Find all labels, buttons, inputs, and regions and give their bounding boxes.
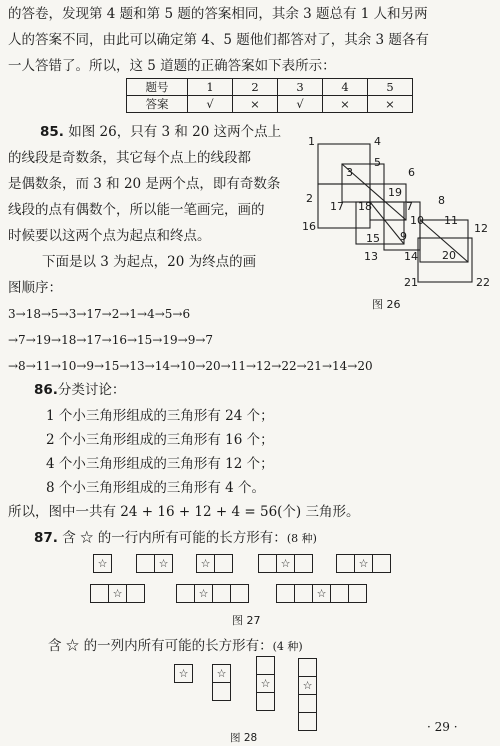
p85-line-7: 图顺序： bbox=[8, 280, 62, 296]
p87-text: 含 ☆ 的一行内所有可能的长方形有： bbox=[62, 530, 287, 546]
p85-line-5: 时候要以这两个点为起点和终点。 bbox=[8, 228, 211, 244]
vertex-label: 8 bbox=[438, 194, 445, 207]
table-cell: 答案 bbox=[127, 96, 188, 113]
table-cell: 1 bbox=[188, 79, 233, 96]
vertex-label: 14 bbox=[404, 250, 418, 263]
vertex-label: 16 bbox=[302, 220, 316, 233]
grid-cell-star: ☆ bbox=[298, 676, 317, 695]
grid-cell bbox=[336, 554, 355, 573]
grid-cell bbox=[212, 682, 231, 701]
vertex-label: 1 bbox=[308, 135, 315, 148]
grid-cell bbox=[298, 694, 317, 713]
grid-cell-star: ☆ bbox=[108, 584, 127, 603]
grid-cell bbox=[256, 656, 275, 675]
vertex-label: 20 bbox=[442, 249, 456, 262]
grid-cell bbox=[348, 584, 367, 603]
intro-line-3: 一人答错了。所以，这 5 道题的正确答案如下表所示： bbox=[8, 58, 336, 74]
problem-number: 86. bbox=[34, 382, 58, 398]
grid-cell-star: ☆ bbox=[354, 554, 373, 573]
vertex-label: 9 bbox=[400, 230, 407, 243]
table-cell: 2 bbox=[233, 79, 278, 96]
p86-heading bbox=[34, 380, 125, 400]
page-number: · 29 · bbox=[427, 720, 458, 734]
grid-cell bbox=[126, 584, 145, 603]
grid-cell-star: ☆ bbox=[194, 584, 213, 603]
table-cell: 3 bbox=[278, 79, 323, 96]
grid-cell bbox=[214, 554, 233, 573]
grid-cell-star: ☆ bbox=[174, 664, 193, 683]
table-cell: × bbox=[368, 96, 413, 113]
figure-28-caption: 图 28 bbox=[230, 732, 258, 744]
p85-line-2: 的线段是奇数条，其它每个点上的线段都 bbox=[8, 150, 251, 166]
vertex-label: 19 bbox=[388, 186, 402, 199]
grid-cell bbox=[298, 658, 317, 677]
table-cell: 5 bbox=[368, 79, 413, 96]
p86-conclusion: 所以，图中一共有 24 + 16 + 12 + 4 = 56(个) 三角形。 bbox=[8, 504, 360, 520]
grid-cell bbox=[298, 712, 317, 731]
sequence-line-3: →8→11→10→9→15→13→14→10→20→11→12→22→21→14→20 bbox=[8, 359, 373, 373]
table-cell: √ bbox=[278, 96, 323, 113]
vertex-label: 2 bbox=[306, 192, 313, 205]
grid-cell bbox=[258, 554, 277, 573]
table-cell: 4 bbox=[323, 79, 368, 96]
grid-cell-star: ☆ bbox=[212, 664, 231, 683]
p85-line-4: 线段的点有偶数个，所以能一笔画完，画的 bbox=[8, 202, 265, 218]
grid-cell-star: ☆ bbox=[93, 554, 112, 573]
p85-line-6: 下面是以 3 为起点，20 为终点的画 bbox=[42, 254, 257, 270]
p87-line-1 bbox=[34, 528, 317, 549]
answer-table bbox=[126, 78, 413, 113]
p85-text: 如图 26，只有 3 和 20 这两个点上 bbox=[68, 124, 282, 140]
table-row bbox=[127, 96, 413, 113]
sequence-line-2: →7→19→18→17→16→15→19→9→7 bbox=[8, 333, 214, 347]
vertex-label: 12 bbox=[474, 222, 488, 235]
vertex-label: 11 bbox=[444, 214, 458, 227]
grid-cell bbox=[294, 584, 313, 603]
vertex-label: 18 bbox=[358, 200, 372, 213]
grid-cell bbox=[256, 692, 275, 711]
intro-line-1: 的答卷，发现第 4 题和第 5 题的答案相同，其余 3 题总有 1 人和另两 bbox=[8, 6, 428, 22]
vertex-label: 22 bbox=[476, 276, 490, 289]
grid-cell-star: ☆ bbox=[196, 554, 215, 573]
p86-line-4: 8 个小三角形组成的三角形有 4 个。 bbox=[46, 480, 266, 496]
grid-cell bbox=[230, 584, 249, 603]
problem-number: 85. bbox=[40, 124, 64, 140]
vertex-label: 7 bbox=[406, 200, 413, 213]
grid-cell bbox=[90, 584, 109, 603]
figure-26 bbox=[300, 132, 498, 312]
p85-line-3: 是偶数条，而 3 和 20 是两个点，即有奇数条 bbox=[8, 176, 281, 192]
sequence-line-1: 3→18→5→3→17→2→1→4→5→6 bbox=[8, 307, 191, 321]
table-cell: √ bbox=[188, 96, 233, 113]
p86-line-1: 1 个小三角形组成的三角形有 24 个； bbox=[46, 408, 274, 424]
problem-number: 87. bbox=[34, 530, 58, 546]
vertex-label: 17 bbox=[330, 200, 344, 213]
grid-cell bbox=[176, 584, 195, 603]
figure-26-caption: 图 26 bbox=[372, 298, 401, 311]
vertex-label: 4 bbox=[374, 135, 381, 148]
grid-cell bbox=[372, 554, 391, 573]
table-row bbox=[127, 79, 413, 96]
grid-cell bbox=[212, 584, 231, 603]
grid-cell-star: ☆ bbox=[312, 584, 331, 603]
p85-line-1 bbox=[40, 122, 281, 142]
table-cell: 题号 bbox=[127, 79, 188, 96]
figure-27-caption: 图 27 bbox=[232, 614, 261, 627]
table-cell: × bbox=[323, 96, 368, 113]
p87-note: (8 种) bbox=[286, 532, 317, 545]
grid-cell bbox=[294, 554, 313, 573]
table-cell: × bbox=[233, 96, 278, 113]
grid-cell bbox=[276, 584, 295, 603]
grid-cell-star: ☆ bbox=[276, 554, 295, 573]
vertex-label: 15 bbox=[366, 232, 380, 245]
vertex-label: 13 bbox=[364, 250, 378, 263]
grid-cell-star: ☆ bbox=[154, 554, 173, 573]
vertex-label: 10 bbox=[410, 214, 424, 227]
p86-line-3: 4 个小三角形组成的三角形有 12 个； bbox=[46, 456, 274, 472]
grid-cell-star: ☆ bbox=[256, 674, 275, 693]
p87-line-2 bbox=[48, 636, 303, 657]
p86-line-2: 2 个小三角形组成的三角形有 16 个； bbox=[46, 432, 274, 448]
p87-note: (4 种) bbox=[272, 640, 303, 653]
vertex-label: 21 bbox=[404, 276, 418, 289]
vertex-label: 5 bbox=[374, 156, 381, 169]
vertex-label: 6 bbox=[408, 166, 415, 179]
vertex-label: 3 bbox=[346, 166, 353, 179]
grid-cell bbox=[330, 584, 349, 603]
p87-text: 含 ☆ 的一列内所有可能的长方形有： bbox=[48, 638, 273, 654]
grid-cell bbox=[136, 554, 155, 573]
p86-title: 分类讨论： bbox=[57, 382, 126, 398]
intro-line-2: 人的答案不同，由此可以确定第 4、5 题他们都答对了，其余 3 题各有 bbox=[8, 32, 429, 48]
